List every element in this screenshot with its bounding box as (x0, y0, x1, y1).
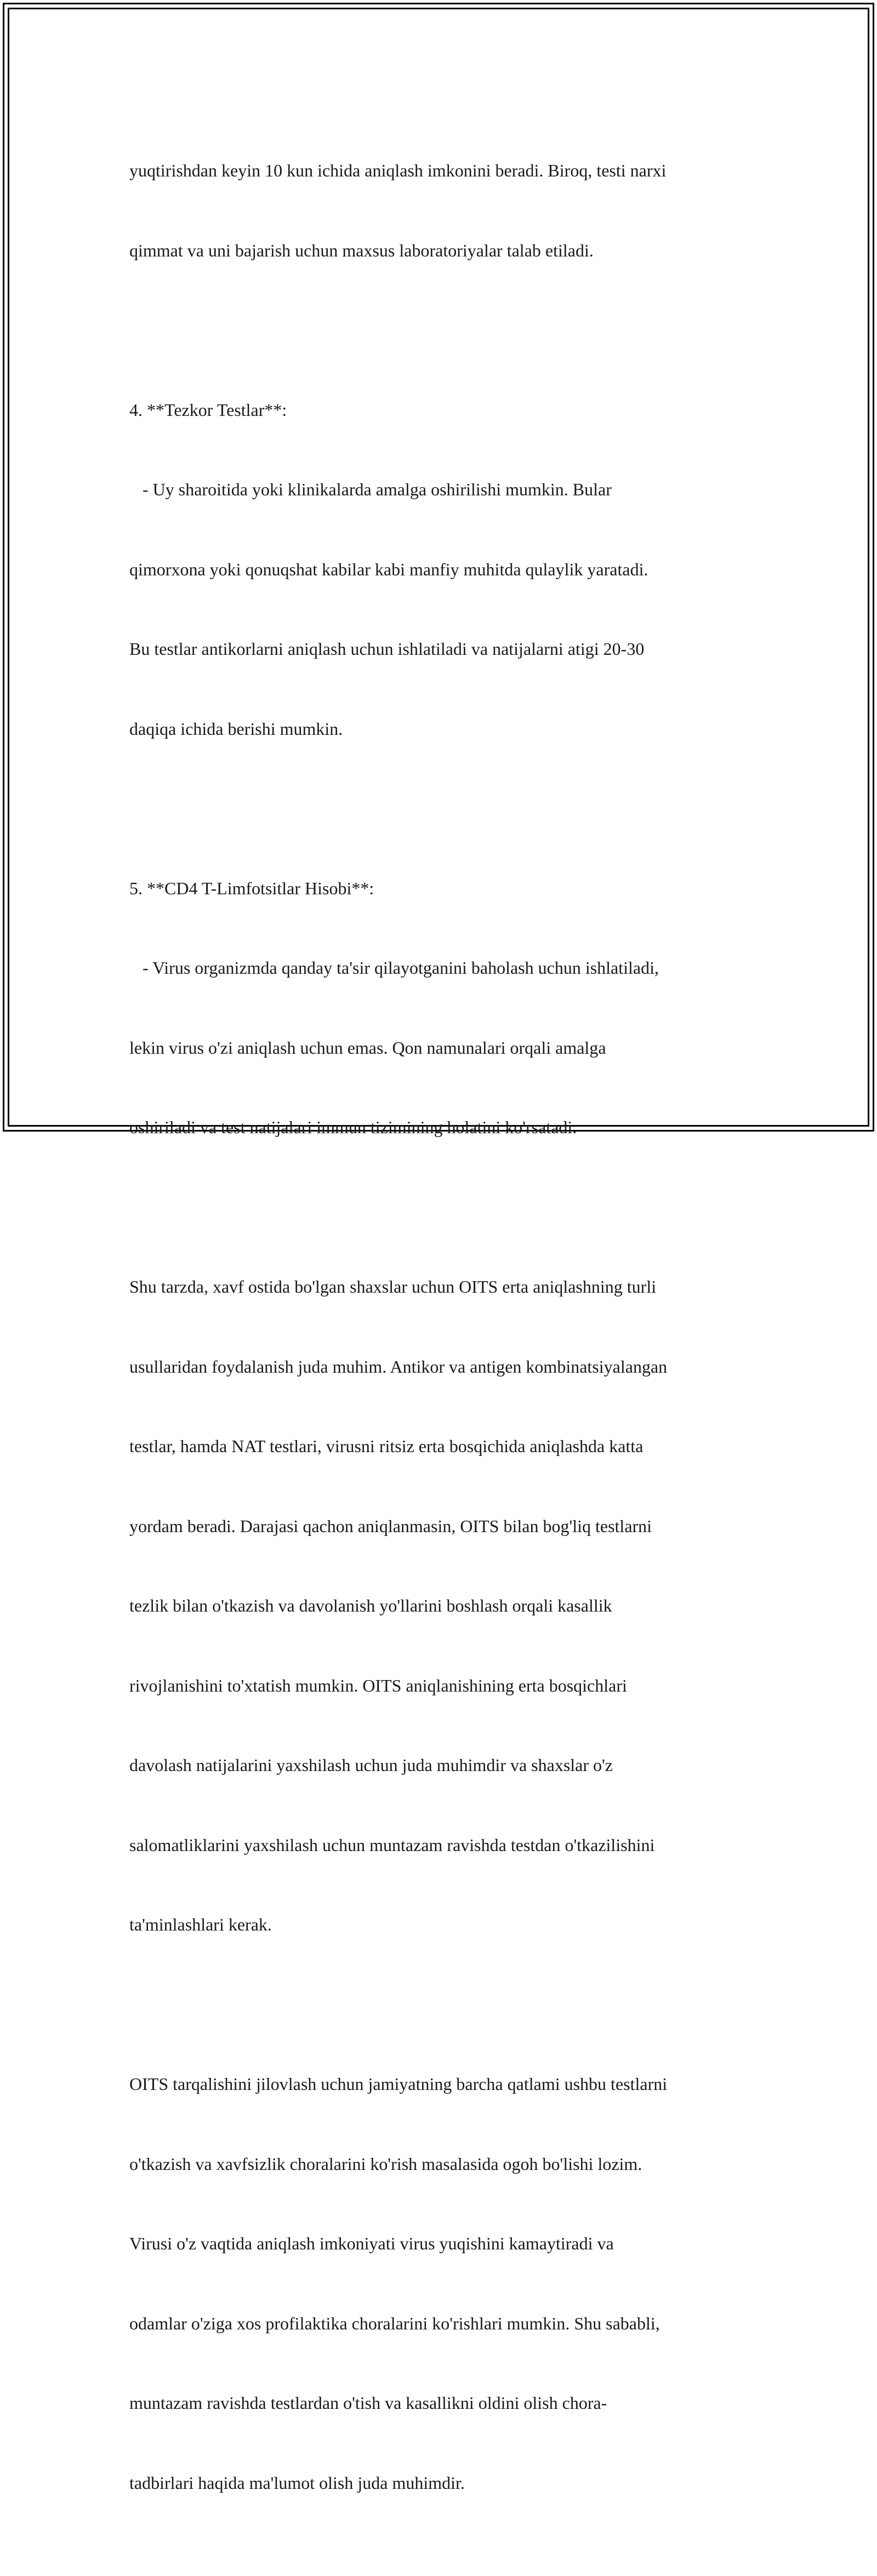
text-line: yordam beradi. Darajasi qachon aniqlanmasin, OITS bilan bog'liq testlarni (129, 1516, 652, 1536)
text-line: OITS tarqalishini jilovlash uchun jamiyatning barcha qatlami ushbu testlarni (129, 2074, 668, 2094)
text-line: rivojlanishini to'xtatish mumkin. OITS aniqlanishining erta bosqichlari (129, 1675, 627, 1695)
text-line: oshiriladi va test natijalari immun tizimining holatini ko'rsatadi. (129, 1117, 577, 1137)
list-item-heading: 4. **Tezkor Testlar**: (129, 399, 287, 420)
text-line: qimorxona yoki qonuqshat kabilar kabi manfiy muhitda qulaylik yaratadi. (129, 559, 648, 579)
text-line: - Virus organizmda qanday ta'sir qilayotganini baholash uchun ishlatiladi, (129, 958, 659, 978)
list-item-4 (129, 344, 754, 796)
text-line: salomatliklarini yaxshilash uchun muntazam ravishda testdan o'tkazilishini (129, 1835, 655, 1855)
text-line: davolash natijalarini yaxshilash uchun juda muhimdir va shaxslar o'z (129, 1755, 613, 1775)
text-line: qimmat va uni bajarish uchun maxsus laboratoriyalar talab etiladi. (129, 240, 594, 260)
text-line: Shu tarzda, xavf ostida bo'lgan shaxslar uchun OITS erta aniqlashning turli (129, 1277, 657, 1296)
text-line: muntazam ravishda testlardan o'tish va kasallikni oldini olish chora- (129, 2393, 607, 2413)
text-line: - Uy sharoitida yoki klinikalarda amalga oshirilishi mumkin. Bular (129, 479, 612, 499)
text-line: tadbirlari haqida ma'lumot olish juda muhimdir. (129, 2472, 465, 2493)
text-line: odamlar o'ziga xos profilaktika choralarini ko'rishlari mumkin. Shu sababli, (129, 2313, 660, 2333)
text-line: tezlik bilan o'tkazish va davolanish yo'llarini boshlash orqali kasallik (129, 1596, 612, 1615)
text-line: Virusi o'z vaqtida aniqlash imkoniyati virus yuqishini kamaytiradi va (129, 2234, 614, 2253)
conclusion-paragraph (129, 2018, 754, 2549)
summary-paragraph (129, 1220, 754, 1991)
text-line: daqiqa ichida berishi mumkin. (129, 718, 343, 739)
text-line: yuqtirishdan keyin 10 kun ichida aniqlash imkonini beradi. Biroq, testi narxi (129, 161, 667, 180)
text-line: testlar, hamda NAT testlari, virusni ritsiz erta bosqichida aniqlashda katta (129, 1436, 643, 1456)
text-line: ta'minlashlari kerak. (129, 1915, 272, 1934)
text-line: usullaridan foydalanish juda muhim. Antikor va antigen kombinatsiyalangan (129, 1356, 668, 1376)
text-line: o'tkazish va xavfsizlik choralarini ko'rish masalasida ogoh bo'lishi lozim. (129, 2154, 642, 2174)
text-line: Bu testlar antikorlarni aniqlash uchun ishlatiladi va natijalarni atigi 20-30 (129, 639, 645, 659)
list-item-5 (129, 822, 754, 1194)
text-line: lekin virus o'zi aniqlash uchun emas. Qon namunalari orqali amalga (129, 1037, 606, 1058)
document-body (129, 104, 754, 2576)
intro-paragraph (129, 104, 754, 317)
list-item-heading: 5. **CD4 T-Limfotsitlar Hisobi**: (129, 878, 374, 898)
